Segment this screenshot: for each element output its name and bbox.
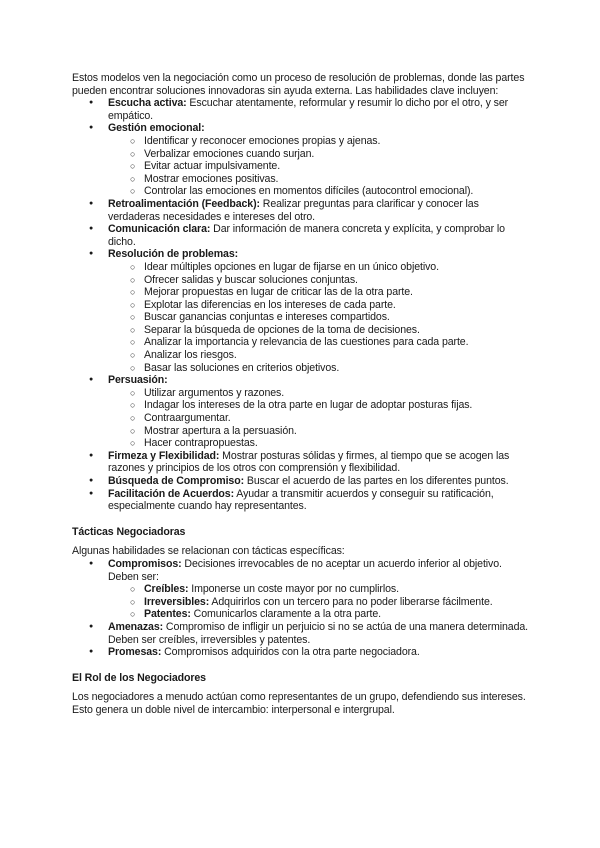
skill-text: Dar información de manera concreta y explícita, y comprobar lo dicho.	[108, 223, 505, 248]
skill-item	[72, 475, 532, 488]
skill-item	[72, 488, 532, 513]
tactic-subterm: Irreversibles:	[144, 595, 210, 608]
skill-subitem: ○ Utilizar argumentos y razones.	[108, 387, 532, 400]
tactic-subterm: Patentes:	[144, 608, 191, 621]
tactic-item	[72, 558, 532, 621]
skill-subitem: ○ Controlar las emociones en momentos difíciles (autocontrol emocional).	[108, 185, 532, 198]
skill-sublist	[108, 387, 532, 450]
tactic-term: Promesas:	[108, 646, 162, 659]
skill-subitem: ○ Analizar los riesgos.	[108, 349, 532, 362]
skill-subitem: ○ Indagar los intereses de la otra parte en lugar de adoptar posturas fijas.	[108, 399, 532, 412]
skill-subitem: ○ Basar las soluciones en criterios objetivos.	[108, 362, 532, 375]
skill-term: Búsqueda de Compromiso:	[108, 475, 245, 487]
skill-term: Firmeza y Flexibilidad:	[108, 449, 220, 462]
tactic-subitem	[108, 608, 532, 621]
skill-item	[72, 374, 532, 450]
document-content	[72, 72, 532, 717]
tactic-subterm: Creíbles:	[144, 583, 189, 596]
skill-item	[72, 450, 532, 475]
tactics-heading: Tácticas Negociadoras	[72, 525, 186, 538]
tactic-subtext: Imponerse un coste mayor por no cumplirlos.	[188, 583, 399, 596]
skills-list	[72, 97, 532, 513]
tactic-subtext: Comunicarlos claramente a la otra parte.	[190, 608, 382, 621]
skill-term: Facilitación de Acuerdos:	[108, 487, 235, 500]
skill-subitem: ○ Hacer contrapropuestas.	[108, 437, 532, 450]
skill-subitem: ○ Buscar ganancias conjuntas e intereses compartidos.	[108, 311, 532, 324]
skill-text: Buscar el acuerdo de las partes en los diferentes puntos.	[244, 475, 509, 487]
tactic-subitem	[108, 596, 532, 609]
tactic-term: Amenazas:	[108, 620, 164, 633]
tactic-term: Compromisos:	[108, 557, 182, 570]
skill-subitem: ○ Verbalizar emociones cuando surjan.	[108, 148, 532, 161]
skill-item	[72, 122, 532, 198]
skill-subitem: ○ Mostrar emociones positivas.	[108, 173, 532, 186]
tactic-item	[72, 621, 532, 646]
tactic-text: Compromisos adquiridos con la otra parte negociadora.	[161, 646, 420, 659]
skill-sublist	[108, 261, 532, 374]
tactics-intro: Algunas habilidades se relacionan con tácticas específicas:	[72, 545, 345, 558]
skill-item	[72, 248, 532, 374]
skill-term: Escucha activa:	[108, 97, 187, 110]
skill-text: Mostrar posturas sólidas y firmes, al tiempo que se acogen las razones y principios de los otros con comprensión y flexibilidad.	[108, 449, 510, 475]
tactic-text: Compromiso de infligir un perjuicio si no se actúa de una manera determinada. Deben ser creíbles, irreversibles y patentes.	[108, 620, 528, 646]
skill-subitem: ○ Identificar y reconocer emociones propias y ajenas.	[108, 135, 532, 148]
tactics-list	[72, 558, 532, 659]
skill-item	[72, 198, 532, 223]
skill-subitem: ○ Separar la búsqueda de opciones de la toma de decisiones.	[108, 324, 532, 337]
skill-term: Resolución de problemas:	[108, 248, 239, 261]
tactic-subtext: Adquirirlos con un tercero para no poder liberarse fácilmente.	[209, 595, 493, 608]
skill-subitem: ○ Ofrecer salidas y buscar soluciones conjuntas.	[108, 274, 532, 287]
skill-subitem: ○ Mejorar propuestas en lugar de criticar las de la otra parte.	[108, 286, 532, 299]
skill-subitem: ○ Analizar la importancia y relevancia de las cuestiones para cada parte.	[108, 336, 532, 349]
role-paragraph: Los negociadores a menudo actúan como representantes de un grupo, defendiendo sus intereses. Esto genera un doble nivel de intercambio: interpersonal e intergrupal.	[72, 691, 526, 716]
skill-term: Gestión emocional:	[108, 122, 205, 135]
tactic-subitem	[108, 583, 532, 596]
role-heading: El Rol de los Negociadores	[72, 671, 206, 684]
skill-subitem: ○ Evitar actuar impulsivamente.	[108, 160, 532, 173]
skill-item	[72, 223, 532, 248]
tactic-item	[72, 646, 532, 659]
skill-subitem: ○ Contraargumentar.	[108, 412, 532, 425]
skill-term: Retroalimentación (Feedback):	[108, 197, 260, 210]
skill-text: Realizar preguntas para clarificar y conocer las verdaderas necesidades e intereses del otro.	[108, 197, 479, 223]
tactic-sublist	[108, 583, 532, 621]
skill-term: Comunicación clara:	[108, 223, 211, 236]
skill-sublist	[108, 135, 532, 198]
skill-item	[72, 97, 532, 122]
skill-subitem: ○ Idear múltiples opciones en lugar de fijarse en un único objetivo.	[108, 261, 532, 274]
tactic-text: Decisiones irrevocables de no aceptar un acuerdo inferior al objetivo. Deben ser:	[108, 557, 502, 583]
skill-text: Escuchar atentamente, reformular y resumir lo dicho por el otro, y ser empático.	[108, 97, 509, 122]
skill-subitem: ○ Explotar las diferencias en los intereses de cada parte.	[108, 299, 532, 312]
skill-subitem: ○ Mostrar apertura a la persuasión.	[108, 425, 532, 438]
skill-term: Persuasión:	[108, 374, 168, 387]
skill-text: Ayudar a transmitir acuerdos y conseguir su ratificación, especialmente cuando hay representantes.	[108, 487, 494, 513]
intro-paragraph: Estos modelos ven la negociación como un proceso de resolución de problemas, donde las partes pueden encontrar soluciones innovadoras sin ayuda externa. Las habilidades clave incluyen:	[72, 72, 525, 97]
